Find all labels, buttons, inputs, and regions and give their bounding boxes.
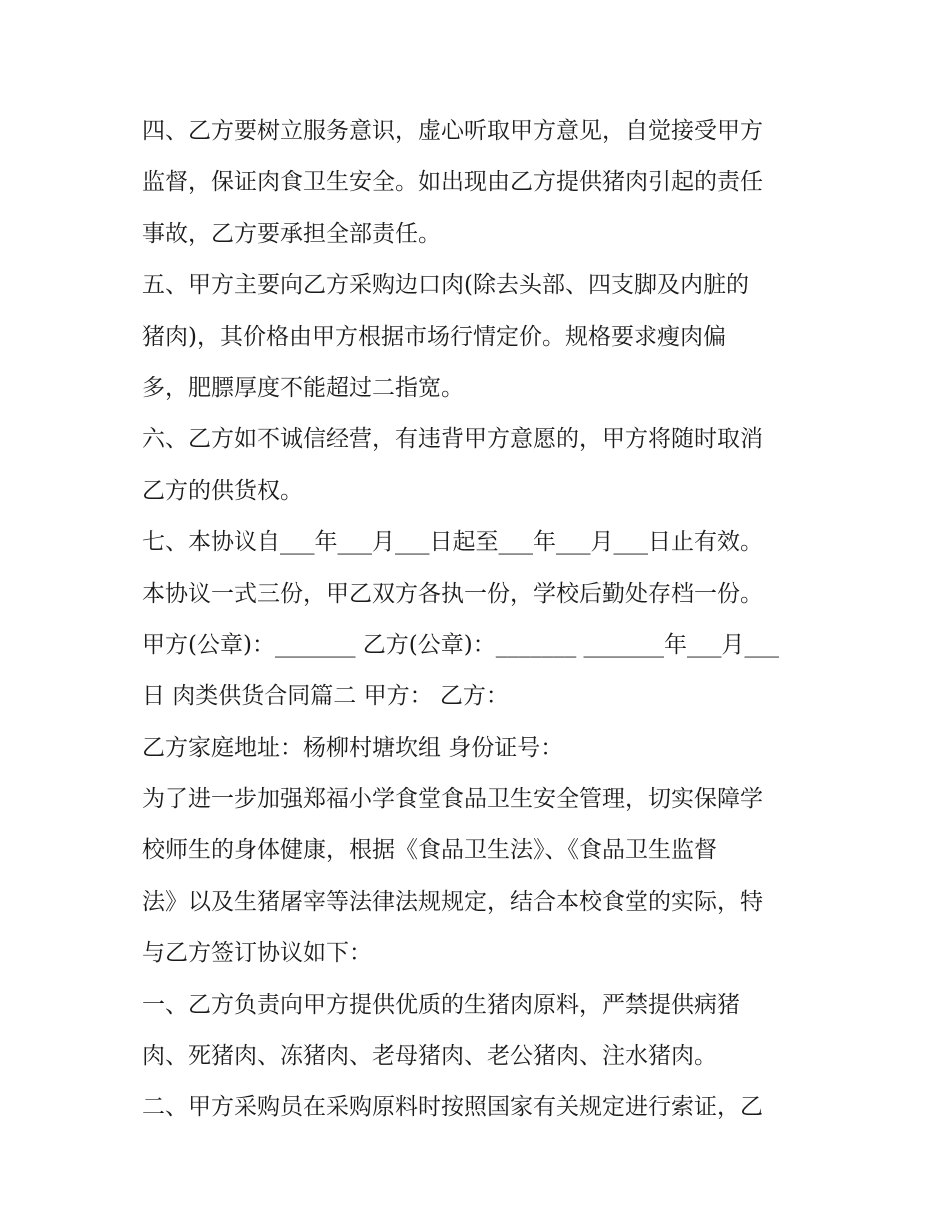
text-line: 一、乙方负责向甲方提供优质的生猪肉原料，严禁提供病猪: [142, 991, 740, 1018]
text-line: 二、甲方采购员在采购原料时按照国家有关规定进行索证，乙: [142, 1094, 763, 1121]
text-line: 肉、死猪肉、冻猪肉、老母猪肉、老公猪肉、注水猪肉。: [142, 1043, 717, 1070]
text-line: 法》以及生猪屠宰等法律法规规定，结合本校食堂的实际，特: [142, 888, 763, 915]
text-line: 五、甲方主要向乙方采购边口肉(除去头部、四支脚及内脏的: [142, 272, 749, 299]
text-line: 事故，乙方要承担全部责任。: [142, 220, 441, 247]
text-line: 与乙方签订协议如下：: [142, 940, 372, 967]
text-line: 本协议一式三份，甲乙双方各执一份，学校后勤处存档一份。: [142, 580, 763, 607]
text-line: 监督，保证肉食卫生安全。如出现由乙方提供猪肉引起的责任: [142, 169, 763, 196]
text-line: 乙方家庭地址：杨柳村塘坎组 身份证号：: [142, 734, 564, 761]
contract-text: [142, 106, 822, 1134]
text-line: 甲方(公章)：_______ 乙方(公章)：_______ _______年___月___: [142, 631, 780, 658]
text-line: 乙方的供货权。: [142, 477, 303, 504]
text-line: 猪肉)，其价格由甲方根据市场行情定价。规格要求瘦肉偏: [142, 323, 726, 350]
text-line: 多，肥膘厚度不能超过二指宽。: [142, 374, 464, 401]
text-line: 为了进一步加强郑福小学食堂食品卫生安全管理，切实保障学: [142, 786, 763, 813]
text-line: 七、本协议自___年___月___日起至___年___月___日止有效。: [142, 529, 763, 556]
text-line: 日 肉类供货合同篇二 甲方： 乙方：: [142, 683, 509, 710]
text-line: 六、乙方如不诚信经营，有违背甲方意愿的，甲方将随时取消: [142, 426, 763, 453]
text-line: 四、乙方要树立服务意识，虚心听取甲方意见，自觉接受甲方: [142, 118, 763, 144]
text-line: 校师生的身体健康，根据《食品卫生法》、《食品卫生监督: [142, 837, 717, 864]
